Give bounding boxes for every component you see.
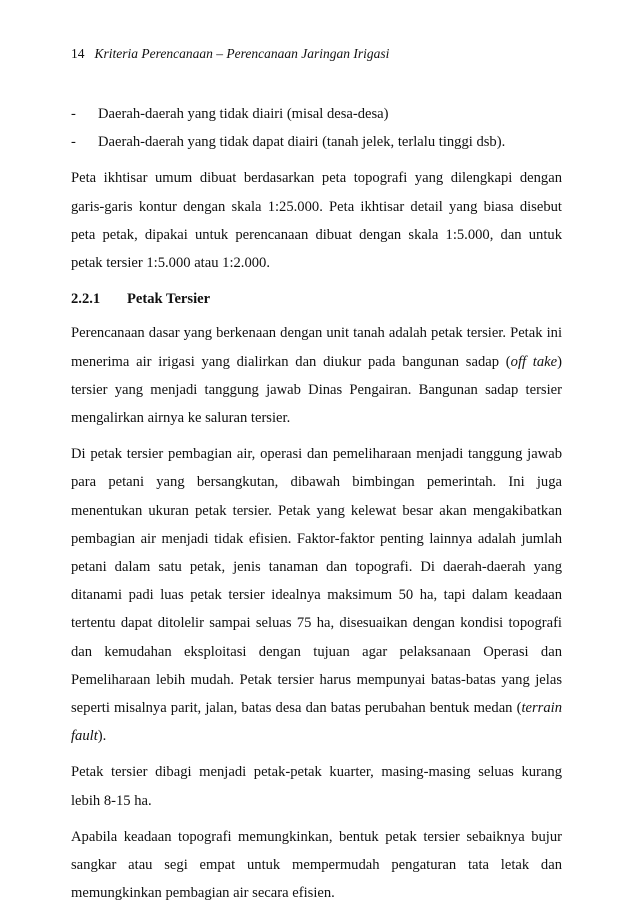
list-item-text: Daerah-daerah yang tidak diairi (misal desa-desa)	[98, 106, 389, 122]
paragraph-map-scale: Peta ikhtisar umum dibuat berdasarkan peta topografi yang dilengkapi dengan garis-garis kontur dengan skala 1:25.000. Peta ikhtisar detail yang biasa disebut peta petak, dipakai untuk perencanaan dibuat dengan skala 1:5.000, dan untuk petak tersier 1:5.000 atau 1:2.000.	[71, 170, 562, 272]
bullet-marker: -	[71, 106, 76, 122]
document-body	[71, 100, 562, 907]
section-heading	[71, 285, 562, 313]
list-item	[71, 128, 562, 156]
paragraph-shape: Apabila keadaan topografi memungkinkan, bentuk petak tersier sebaiknya bujur sangkar atau segi empat untuk mempermudah pengaturan tata letak dan memungkinkan pembagian air secara efisien.	[71, 828, 562, 902]
list-item-text: Daerah-daerah yang tidak dapat diairi (tanah jelek, terlalu tinggi dsb).	[98, 134, 506, 151]
italic-term: off take	[510, 353, 558, 370]
italic-term: terrain fault	[71, 700, 562, 745]
paragraph-responsibility	[71, 440, 562, 750]
header-title: Kriteria Perencanaan – Perencanaan Jaringan Irigasi	[94, 46, 390, 61]
paragraph-text: Di petak tersier pembagian air, operasi dan pemeliharaan menjadi tanggung jawab para petani yang bersangkutan, dibawah bimbingan pemerintah. Ini juga menentukan ukuran petak tersier. Petak yang kelewat besar akan mengakibatkan pembagian air menjadi tidak efisien. Faktor-faktor penting lainnya adalah jumlah petani dalam satu petak, jenis tanaman dan topografi. Di daerah-daerah yang ditanami padi luas petak tersier idealnya maksimum 50 ha, tapi dalam keadaan tertentu dapat ditolelir sampai seluas 75 ha, disesuaikan dengan kondisi topografi dan kemudahan eksploitasi dengan tujuan agar pelaksanaan Operasi dan Pemeliharaan lebih mudah. Petak tersier harus mempunyai batas-batas yang jelas seperti misalnya parit, jalan, batas desa dan batas perubahan bentuk medan (	[71, 446, 562, 717]
paragraph-definition	[71, 319, 562, 432]
paragraph-text: ) tersier yang menjadi tanggung jawab Dinas Pengairan. Bangunan sadap tersier mengalirkan airnya ke saluran tersier.	[71, 353, 562, 427]
section-title: Petak Tersier	[127, 291, 211, 308]
paragraph-quarter-units: Petak tersier dibagi menjadi petak-petak kuarter, masing-masing seluas kurang lebih 8-15 ha.	[71, 764, 562, 809]
running-header	[71, 46, 389, 62]
paragraph-text: Perencanaan dasar yang berkenaan dengan unit tanah adalah petak tersier. Petak ini menerima air irigasi yang dialirkan dan diukur pada bangunan sadap (	[71, 325, 562, 370]
bullet-marker: -	[71, 134, 76, 151]
list-item	[71, 100, 562, 128]
page-number: 14	[71, 46, 85, 61]
paragraph-text: ).	[97, 728, 107, 745]
section-number: 2.2.1	[71, 291, 101, 308]
